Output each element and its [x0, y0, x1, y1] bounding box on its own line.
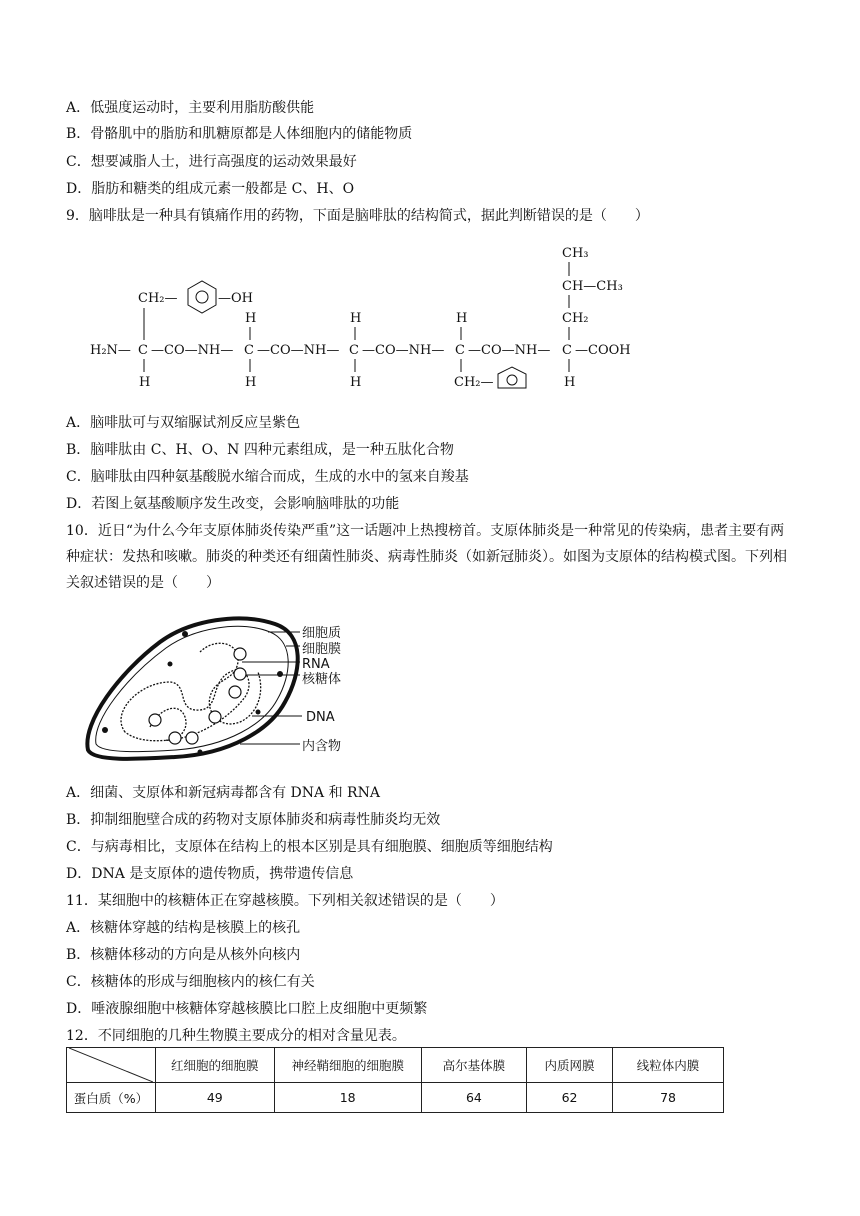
q11-option-b: B．核糖体移动的方向是从核外向核内: [66, 947, 301, 963]
q10-option-a: A．细菌、支原体和新冠病毒都含有 DNA 和 RNA: [66, 785, 380, 801]
q8-option-b: B．骨骼肌中的脂肪和肌糖原都是人体细胞内的储能物质: [66, 126, 413, 142]
benzene-ring-1: [188, 281, 216, 313]
table-header-row: [67, 1048, 724, 1083]
q9-option-d: D．若图上氨基酸顺序发生改变，会影响脑啡肽的功能: [66, 496, 400, 512]
alpha-carbon-3: C: [349, 343, 359, 358]
q8-option-d: D．脂肪和糖类的组成元素一般都是 C、H、O: [66, 181, 355, 197]
r4-ch2: CH₂—: [454, 375, 494, 390]
enkephalin-structure-formula: [88, 240, 648, 390]
q11-stem: 11．某细胞中的核糖体正在穿越核膜。下列相关叙述错误的是（ ）: [66, 893, 504, 909]
q11-option-c: C．核糖体的形成与细胞核内的核仁有关: [66, 974, 315, 990]
inclusion-dot: [102, 727, 108, 733]
h-bottom-2: H: [245, 375, 257, 390]
q10-option-c: C．与病毒相比，支原体在结构上的根本区别是具有细胞膜、细胞质等细胞结构: [66, 839, 553, 855]
ribosome: [186, 732, 198, 744]
h-bottom-1: H: [139, 375, 151, 390]
structure-svg: [88, 240, 648, 390]
c-term-cooh: —COOH: [575, 343, 631, 358]
alpha-carbon-4: C: [455, 343, 465, 358]
table-cell: 64: [421, 1083, 526, 1113]
table-header: 高尔基体膜: [421, 1048, 526, 1083]
table-header: 内质网膜: [527, 1048, 613, 1083]
ribosome: [234, 648, 246, 660]
q9-stem: 9．脑啡肽是一种具有镇痛作用的药物，下面是脑啡肽的结构简式，据此判断错误的是（ ）: [66, 208, 649, 224]
alpha-carbon-1: C: [138, 343, 148, 358]
inclusion-dot: [256, 710, 261, 715]
ribosome: [209, 711, 221, 723]
r5-ch3-top: CH₃: [562, 246, 589, 261]
ribosome: [169, 732, 181, 744]
table-header: 线粒体内膜: [613, 1048, 724, 1083]
peptide-bond-1: —CO—NH—: [151, 343, 234, 358]
table-cell: 78: [613, 1083, 724, 1113]
peptide-bond-2: —CO—NH—: [257, 343, 340, 358]
ribosome: [234, 668, 246, 680]
h-bottom-3: H: [350, 375, 362, 390]
label-ribosome: 核糖体: [302, 672, 342, 687]
membrane-composition-table: [66, 1047, 724, 1113]
label-cell-membrane: 细胞膜: [302, 642, 342, 657]
inclusion-dot: [182, 631, 188, 637]
table-row: [67, 1083, 724, 1113]
q9-option-b: B．脑啡肽由 C、H、O、N 四种元素组成，是一种五肽化合物: [66, 442, 454, 458]
peptide-bond-3: —CO—NH—: [362, 343, 445, 358]
q9-option-a: A．脑啡肽可与双缩脲试剂反应呈紫色: [66, 415, 301, 431]
q10-option-b: B．抑制细胞壁合成的药物对支原体肺炎和病毒性肺炎均无效: [66, 812, 441, 828]
h-top-2: H: [245, 311, 257, 326]
table-corner-cell: [67, 1048, 156, 1083]
label-dna: DNA: [306, 710, 335, 725]
r1-ch2: CH₂—: [138, 291, 178, 306]
table-cell: 62: [527, 1083, 613, 1113]
h-top-3: H: [350, 311, 362, 326]
q8-option-a: A．低强度运动时，主要利用脂肪酸供能: [66, 100, 315, 116]
q11-option-a: A．核糖体穿越的结构是核膜上的核孔: [66, 920, 301, 936]
h-top-4: H: [456, 311, 468, 326]
ribosome: [229, 686, 241, 698]
r5-ch2: CH₂: [562, 311, 589, 326]
inclusion-dot: [277, 671, 283, 677]
h-bottom-5: H: [564, 375, 576, 390]
label-inclusion: 内含物: [302, 739, 342, 754]
q10-option-d: D．DNA 是支原体的遗传物质，携带遗传信息: [66, 866, 354, 882]
label-rna: RNA: [302, 657, 330, 672]
table-cell: 49: [156, 1083, 275, 1113]
ribosome: [149, 714, 161, 726]
peptide-bond-4: —CO—NH—: [468, 343, 551, 358]
label-cytoplasm: 细胞质: [302, 626, 342, 641]
q9-option-c: C．脑啡肽由四种氨基酸脱水缩合而成，生成的水中的氢来自羧基: [66, 469, 469, 485]
table-header: 红细胞的细胞膜: [156, 1048, 275, 1083]
corner-diagonal: [69, 1048, 153, 1082]
mycoplasma-svg: [80, 612, 380, 762]
r1-oh: —OH: [218, 291, 253, 306]
table-cell: 18: [274, 1083, 421, 1113]
alpha-carbon-2: C: [244, 343, 254, 358]
table-row-label: 蛋白质（%）: [67, 1083, 156, 1113]
q12-stem: 12．不同细胞的几种生物膜主要成分的相对含量见表。: [66, 1028, 406, 1044]
dna-loop-1: [121, 670, 249, 741]
q11-option-d: D．唾液腺细胞中核糖体穿越核膜比口腔上皮细胞中更频繁: [66, 1001, 428, 1017]
inclusion-dot: [198, 750, 203, 755]
inclusion-dot: [168, 662, 173, 667]
table-header: 神经鞘细胞的细胞膜: [274, 1048, 421, 1083]
mycoplasma-structure-diagram: [80, 612, 380, 762]
q10-stem: 10．近日“为什么今年支原体肺炎传染严重”这一话题冲上热搜榜首。支原体肺炎是一种常见的传染病，患者主要有两种症状：发热和咳嗽。肺炎的种类还有细菌性肺炎、病毒性肺炎（如新冠肺炎）。如图为支原体的结构模式图。下列相关叙述错误的是（ ）: [66, 523, 787, 591]
r5-ch: CH—CH₃: [562, 279, 623, 294]
main-chain-n-term: H₂N—: [90, 343, 131, 358]
q8-option-c: C．想要减脂人士，进行高强度的运动效果最好: [66, 154, 357, 170]
alpha-carbon-5: C: [562, 343, 572, 358]
